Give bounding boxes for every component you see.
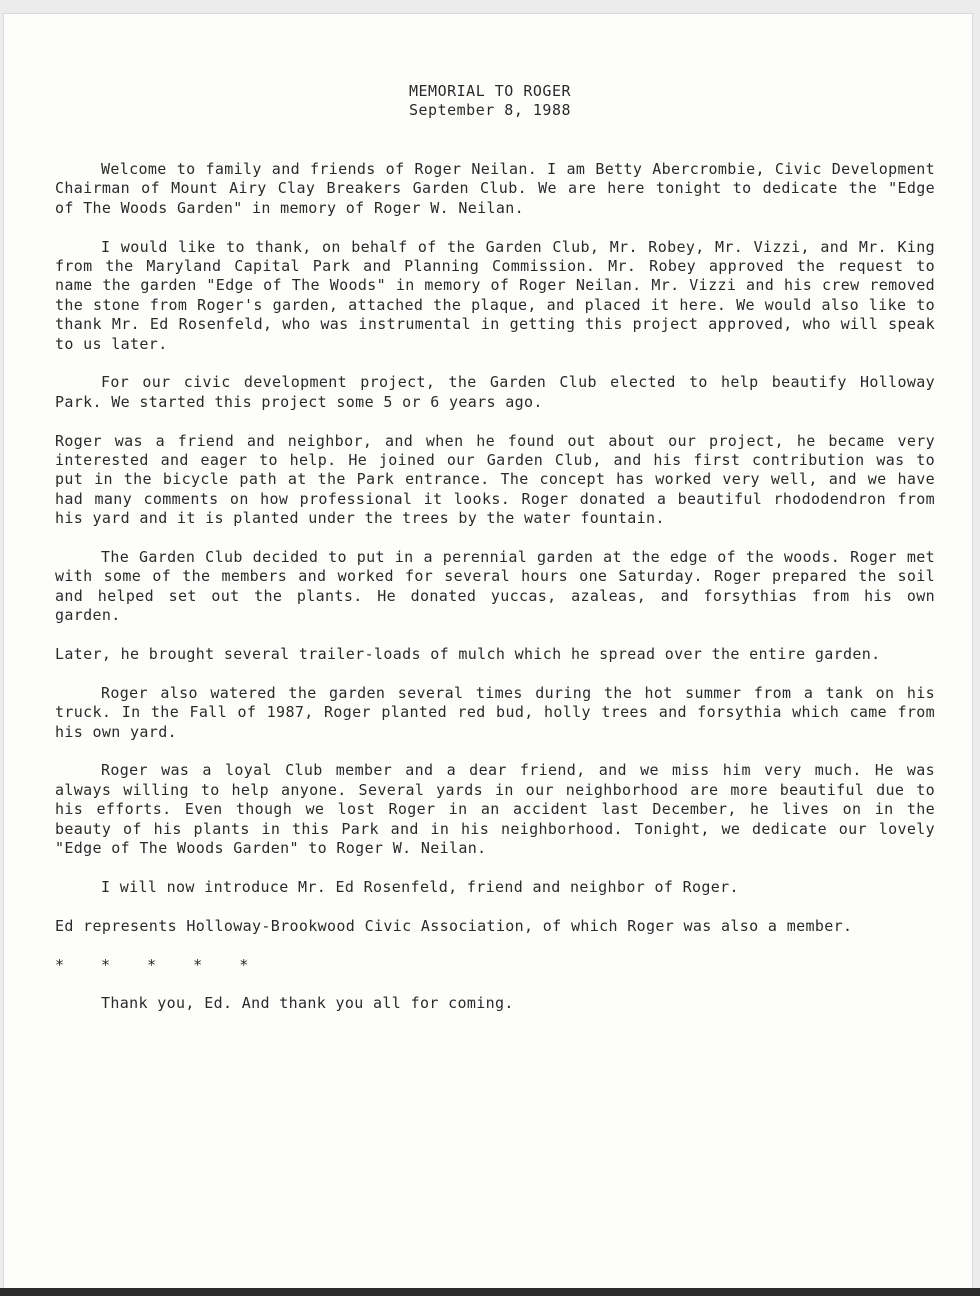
paragraph-association: Ed represents Holloway-Brookwood Civic Association, of which Roger was also a member. bbox=[55, 916, 853, 935]
asterisk-separator: * * * * * bbox=[55, 955, 249, 974]
paragraph-mulch: Later, he brought several trailer-loads of mulch which he spread over the entire garden. bbox=[55, 645, 881, 664]
paragraph-perennial-garden: The Garden Club decided to put in a perennial garden at the edge of the woods. Roger met with some of the members and worked for several hours one Saturday. Roger prepared the soil and helped set out the plants. He donated yuccas, azaleas, and forsythias from his own garden. bbox=[55, 548, 935, 625]
paragraph-dedication: Roger was a loyal Club member and a dear friend, and we miss him very much. He was always willing to help anyone. Several yards in our neighborhood are more beautiful due to his efforts. Even though we lost Roger in an accident last December, he lives on in the beauty of his plants in this Park and in his neighborhood. Tonight, we dedicate our lovely "Edge of The Woods Garden" to Roger W. Neilan. bbox=[55, 761, 935, 858]
scan-edge-shadow bbox=[0, 1288, 980, 1296]
paragraph-thanks: I would like to thank, on behalf of the Garden Club, Mr. Robey, Mr. Vizzi, and Mr. King from the Maryland Capital Park and Planning Commission. Mr. Robey approved the request to name the garden "Edge of The Woods" in memory of Roger Neilan. Mr. Vizzi and his crew removed the stone from Roger's garden, attached the plaque, and placed it here. We would also like to thank Mr. Ed Rosenfeld, who was instrumental in getting this project approved, who will speak to us later. bbox=[55, 237, 935, 353]
paragraph-roger-friend: Roger was a friend and neighbor, and when he found out about our project, he became very interested and eager to help. He joined our Garden Club, and his first contribution was to put in the bicycle path at the Park entrance. The concept has worked very well, and we have had many comments on how professional it looks. Roger donated a beautiful rhododendron from his yard and it is planted under the trees by the water fountain. bbox=[55, 431, 935, 528]
document-header bbox=[0, 82, 980, 120]
paragraph-introduction: I will now introduce Mr. Ed Rosenfeld, friend and neighbor of Roger. bbox=[101, 877, 739, 896]
document-title: MEMORIAL TO ROGER bbox=[408, 82, 572, 100]
document-body bbox=[55, 160, 935, 1033]
document-date: September 8, 1988 bbox=[408, 101, 572, 119]
paragraph-welcome: Welcome to family and friends of Roger Neilan. I am Betty Abercrombie, Civic Development Chairman of Mount Airy Clay Breakers Garden Club. We are here tonight to dedicate the "Edge of The Woods Garden" in memory of Roger W. Neilan. bbox=[55, 160, 935, 217]
closing-line: Thank you, Ed. And thank you all for coming. bbox=[101, 994, 514, 1013]
paragraph-watering: Roger also watered the garden several times during the hot summer from a tank on his truck. In the Fall of 1987, Roger planted red bud, holly trees and forsythia which came from his own yard. bbox=[55, 683, 935, 741]
paragraph-project: For our civic development project, the Garden Club elected to help beautify Holloway Park. We started this project some 5 or 6 years ago. bbox=[55, 373, 935, 411]
